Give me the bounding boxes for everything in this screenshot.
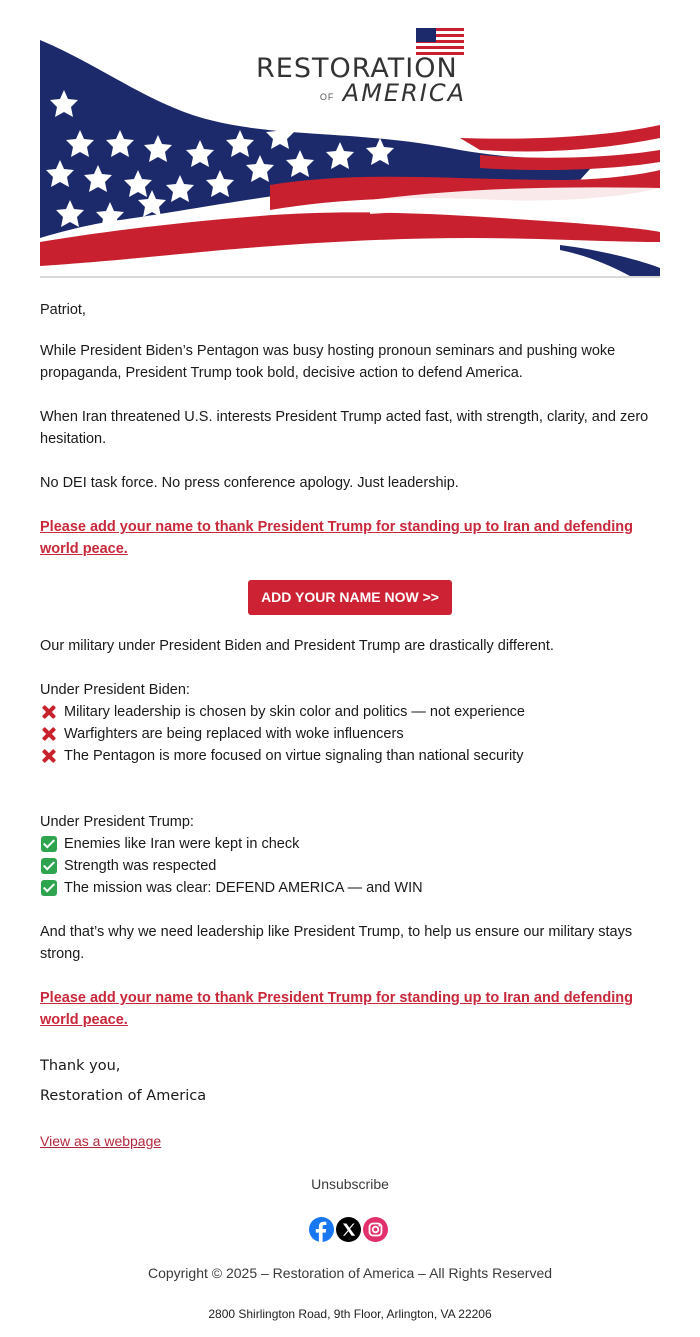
social-links	[309, 1217, 388, 1242]
address: 2800 Shirlington Road, 9th Floor, Arlington, VA 22206	[208, 1307, 492, 1321]
trump-list	[40, 811, 423, 899]
greeting: Patriot,	[40, 302, 86, 318]
biden-heading: Under President Biden:	[40, 682, 190, 698]
list-item: Military leadership is chosen by skin color and politics — not experience	[40, 701, 525, 723]
facebook-icon[interactable]	[309, 1217, 334, 1242]
list-item: Strength was respected	[40, 855, 423, 877]
view-as-webpage-link[interactable]: View as a webpage	[40, 1133, 162, 1149]
logo-restoration: RESTORATION	[256, 53, 458, 84]
paragraph-5: And that’s why we need leadership like President Trump, to help us ensure our military stays strong.	[40, 924, 633, 962]
instagram-icon[interactable]	[363, 1217, 388, 1242]
logo-america: AMERICA	[342, 79, 466, 107]
unsubscribe-link[interactable]: Unsubscribe	[311, 1176, 389, 1192]
header-banner	[40, 10, 660, 278]
cross-mark-icon	[40, 747, 58, 765]
flag-wave-image	[40, 10, 660, 276]
add-your-name-button[interactable]: ADD YOUR NAME NOW >>	[248, 580, 452, 615]
paragraph-1: While President Biden’s Pentagon was busy hosting pronoun seminars and pushing woke propaganda, President Trump took bold, decisive action to defend America.	[40, 343, 616, 381]
paragraph-4: Our military under President Biden and President Trump are drastically different.	[40, 638, 554, 654]
list-item: Enemies like Iran were kept in check	[40, 833, 423, 855]
logo-of: OF	[319, 91, 335, 102]
paragraph-2: When Iran threatened U.S. interests President Trump acted fast, with strength, clarity, and zero hesitation.	[40, 409, 649, 447]
trump-heading: Under President Trump:	[40, 814, 194, 830]
check-mark-icon	[41, 836, 57, 852]
cta-link-top[interactable]: Please add your name to thank President Trump for standing up to Iran and defending world peace.	[40, 519, 633, 557]
list-item: The mission was clear: DEFEND AMERICA — and WIN	[40, 877, 423, 899]
check-mark-icon	[41, 858, 57, 874]
cta-link-bottom[interactable]: Please add your name to thank President Trump for standing up to Iran and defending world peace.	[40, 990, 633, 1028]
copyright: Copyright © 2025 – Restoration of America – All Rights Reserved	[147, 1265, 553, 1281]
x-icon[interactable]	[336, 1217, 361, 1242]
biden-list	[40, 679, 525, 767]
cross-mark-icon	[40, 703, 58, 721]
list-item: Warfighters are being replaced with woke influencers	[40, 723, 525, 745]
list-item: The Pentagon is more focused on virtue signaling than national security	[40, 745, 525, 767]
logo-subline	[256, 79, 466, 108]
signature: Restoration of America	[40, 1088, 207, 1104]
logo	[256, 54, 466, 108]
check-mark-icon	[41, 880, 57, 896]
email-container	[40, 10, 660, 278]
paragraph-3: No DEI task force. No press conference apology. Just leadership.	[40, 475, 459, 491]
signoff: Thank you,	[40, 1058, 121, 1074]
cross-mark-icon	[40, 725, 58, 743]
